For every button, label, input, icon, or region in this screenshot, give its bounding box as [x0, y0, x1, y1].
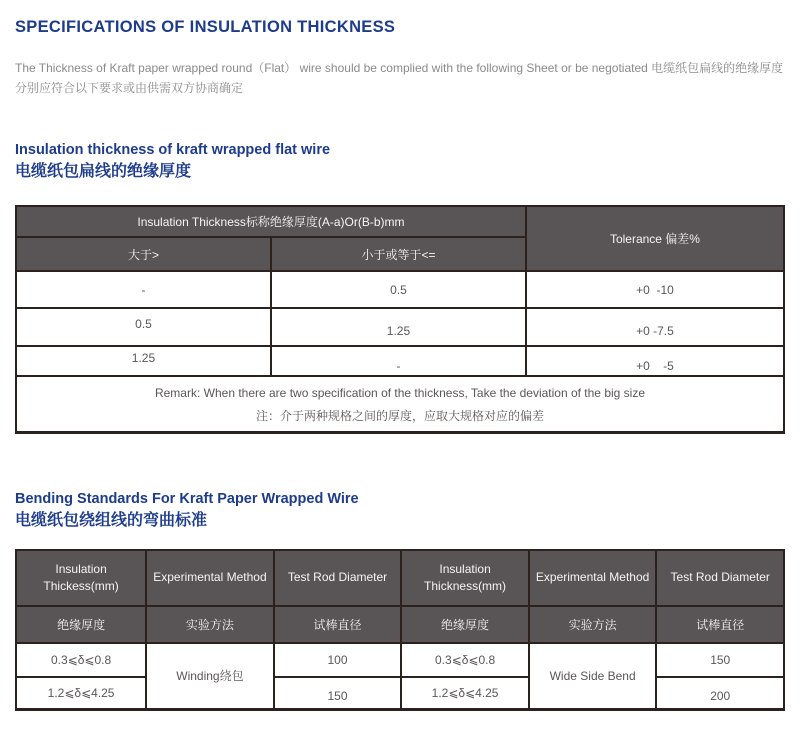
- table-cell: 0.5: [16, 308, 271, 346]
- table-header-cell: 试棒直径: [656, 606, 784, 643]
- intro-paragraph: The Thickness of Kraft paper wrapped round（Flat） wire should be complied with the following Sheet or be negotiated 电缆纸包扁线的绝缘厚度分别应符合以下要求或由供需双方协商确定: [15, 61, 784, 95]
- insulation-thickness-table: [15, 205, 785, 434]
- table-header-cell: Insulation Thickness(mm): [401, 550, 529, 606]
- table-header-row-zh: [16, 606, 784, 643]
- table-header-cell: Experimental Method: [529, 550, 657, 606]
- bending-standards-table: [15, 549, 785, 712]
- table-cell: -: [271, 346, 526, 376]
- table-header-row-en: [16, 550, 784, 606]
- table-row: [16, 308, 784, 346]
- table-cell: 150: [656, 643, 784, 677]
- table-cell: 1.2⩽δ⩽4.25: [16, 677, 146, 710]
- remark-text-zh: 注：介于两种规格之间的厚度，应取大规格对应的偏差: [255, 409, 544, 423]
- table-cell: +0 -7.5: [526, 308, 784, 346]
- table-cell: -: [16, 271, 271, 308]
- table-remark-row: [16, 376, 784, 432]
- table-header-cell: 实验方法: [529, 606, 657, 643]
- section1-title: [15, 141, 785, 182]
- table-cell: 0.3⩽δ⩽0.8: [16, 643, 146, 677]
- table-header-cell: 实验方法: [146, 606, 274, 643]
- table-row: [16, 643, 784, 677]
- section2-title-en: Bending Standards For Kraft Paper Wrapped Wire: [15, 490, 359, 507]
- table-cell: 100: [274, 643, 402, 677]
- table-cell-method-wide-side-bend: Wide Side Bend: [529, 643, 657, 710]
- table-header-cell: Experimental Method: [146, 550, 274, 606]
- table-row: [16, 677, 784, 710]
- section1-title-zh: 电缆纸包扁线的绝缘厚度: [15, 163, 192, 180]
- table-cell: 0.3⩽δ⩽0.8: [401, 643, 529, 677]
- table-row: [16, 346, 784, 376]
- table-row: [16, 271, 784, 308]
- remark-text-en: Remark: When there are two specification of the thickness, Take the deviation of the big size: [154, 386, 646, 400]
- table-cell: 150: [274, 677, 402, 710]
- table-header-tolerance: Tolerance 偏差%: [526, 206, 784, 271]
- table-header-cell: 试棒直径: [274, 606, 402, 643]
- table-cell: +0 -5: [526, 346, 784, 376]
- table-header-cell: Test Rod Diameter: [656, 550, 784, 606]
- table-remark-cell: [16, 376, 784, 432]
- table-header-cell: 绝缘厚度: [401, 606, 529, 643]
- table-cell: 1.25: [16, 346, 271, 376]
- section2-title-zh: 电缆纸包绕组线的弯曲标准: [15, 511, 208, 529]
- table-cell-method-winding: Winding绕包: [146, 643, 274, 710]
- table-header-cell: Insulation Thickess(mm): [16, 550, 146, 606]
- section2-title: [15, 490, 785, 531]
- table-header-thickness-group: Insulation Thickness标称绝缘厚度(A-a)Or(B-b)mm: [16, 206, 526, 237]
- table-header-cell: Test Rod Diameter: [274, 550, 402, 606]
- section1-title-en: Insulation thickness of kraft wrapped flat wire: [15, 142, 331, 158]
- table-cell: 200: [656, 677, 784, 710]
- page-title: SPECIFICATIONS OF INSULATION THICKNESS: [15, 18, 396, 36]
- table-cell: 0.5: [271, 271, 526, 308]
- table-header-greater-than: 大于>: [16, 237, 271, 271]
- table-header-less-equal: 小于或等于<=: [271, 237, 526, 271]
- table-cell: 1.2⩽δ⩽4.25: [401, 677, 529, 710]
- table-cell: 1.25: [271, 308, 526, 346]
- table-header-cell: 绝缘厚度: [16, 606, 146, 643]
- table-cell: +0 -10: [526, 271, 784, 308]
